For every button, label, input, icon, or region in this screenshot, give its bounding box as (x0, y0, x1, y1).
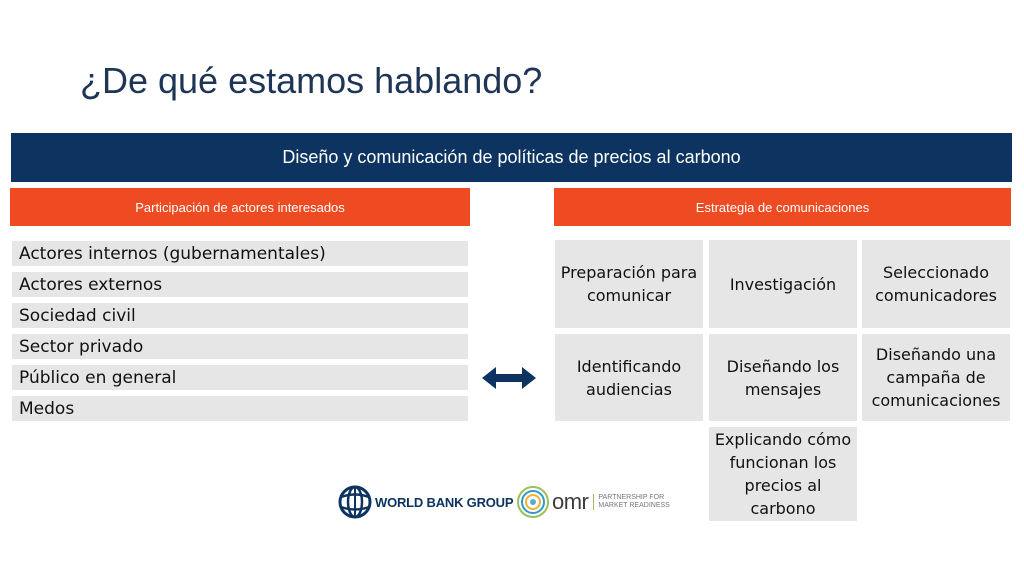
omr-logo (516, 484, 670, 520)
strategy-box: Preparación para comunicar (555, 240, 703, 328)
list-item: Sociedad civil (12, 303, 468, 328)
strategy-box: Explicando cómo funcionan los precios al carbono (709, 427, 857, 521)
world-bank-logo-text: WORLD BANK GROUP (375, 494, 514, 510)
list-item: Sector privado (12, 334, 468, 359)
strategy-box: Diseñando los mensajes (709, 334, 857, 421)
omr-logo-text: omr (552, 489, 589, 514)
strategy-box: Diseñando una campaña de comunicaciones (862, 334, 1010, 421)
world-bank-logo (338, 484, 513, 520)
actors-list (12, 241, 468, 427)
list-item: Medos (12, 396, 468, 421)
strategy-box: Seleccionado comunicadores (862, 240, 1010, 328)
strategy-box: Investigación (709, 240, 857, 328)
omr-subtitle (593, 494, 669, 510)
list-item: Público en general (12, 365, 468, 390)
strategy-box: Identificando audiencias (555, 334, 703, 421)
page-title: ¿De qué estamos hablando? (80, 60, 543, 101)
list-item: Actores internos (gubernamentales) (12, 241, 468, 266)
omr-subtitle-line: MARKET READINESS (598, 502, 670, 509)
globe-icon (338, 485, 372, 519)
omr-subtitle-line: PARTNERSHIP FOR (598, 494, 665, 501)
double-arrow-icon (482, 366, 536, 390)
omr-emblem-icon (516, 485, 550, 519)
list-item: Actores externos (12, 272, 468, 297)
stakeholder-header: Participación de actores interesados (10, 188, 470, 226)
communications-header: Estrategia de comunicaciones (554, 188, 1011, 226)
partner-logos (338, 484, 688, 520)
main-banner: Diseño y comunicación de políticas de precios al carbono (11, 133, 1012, 182)
